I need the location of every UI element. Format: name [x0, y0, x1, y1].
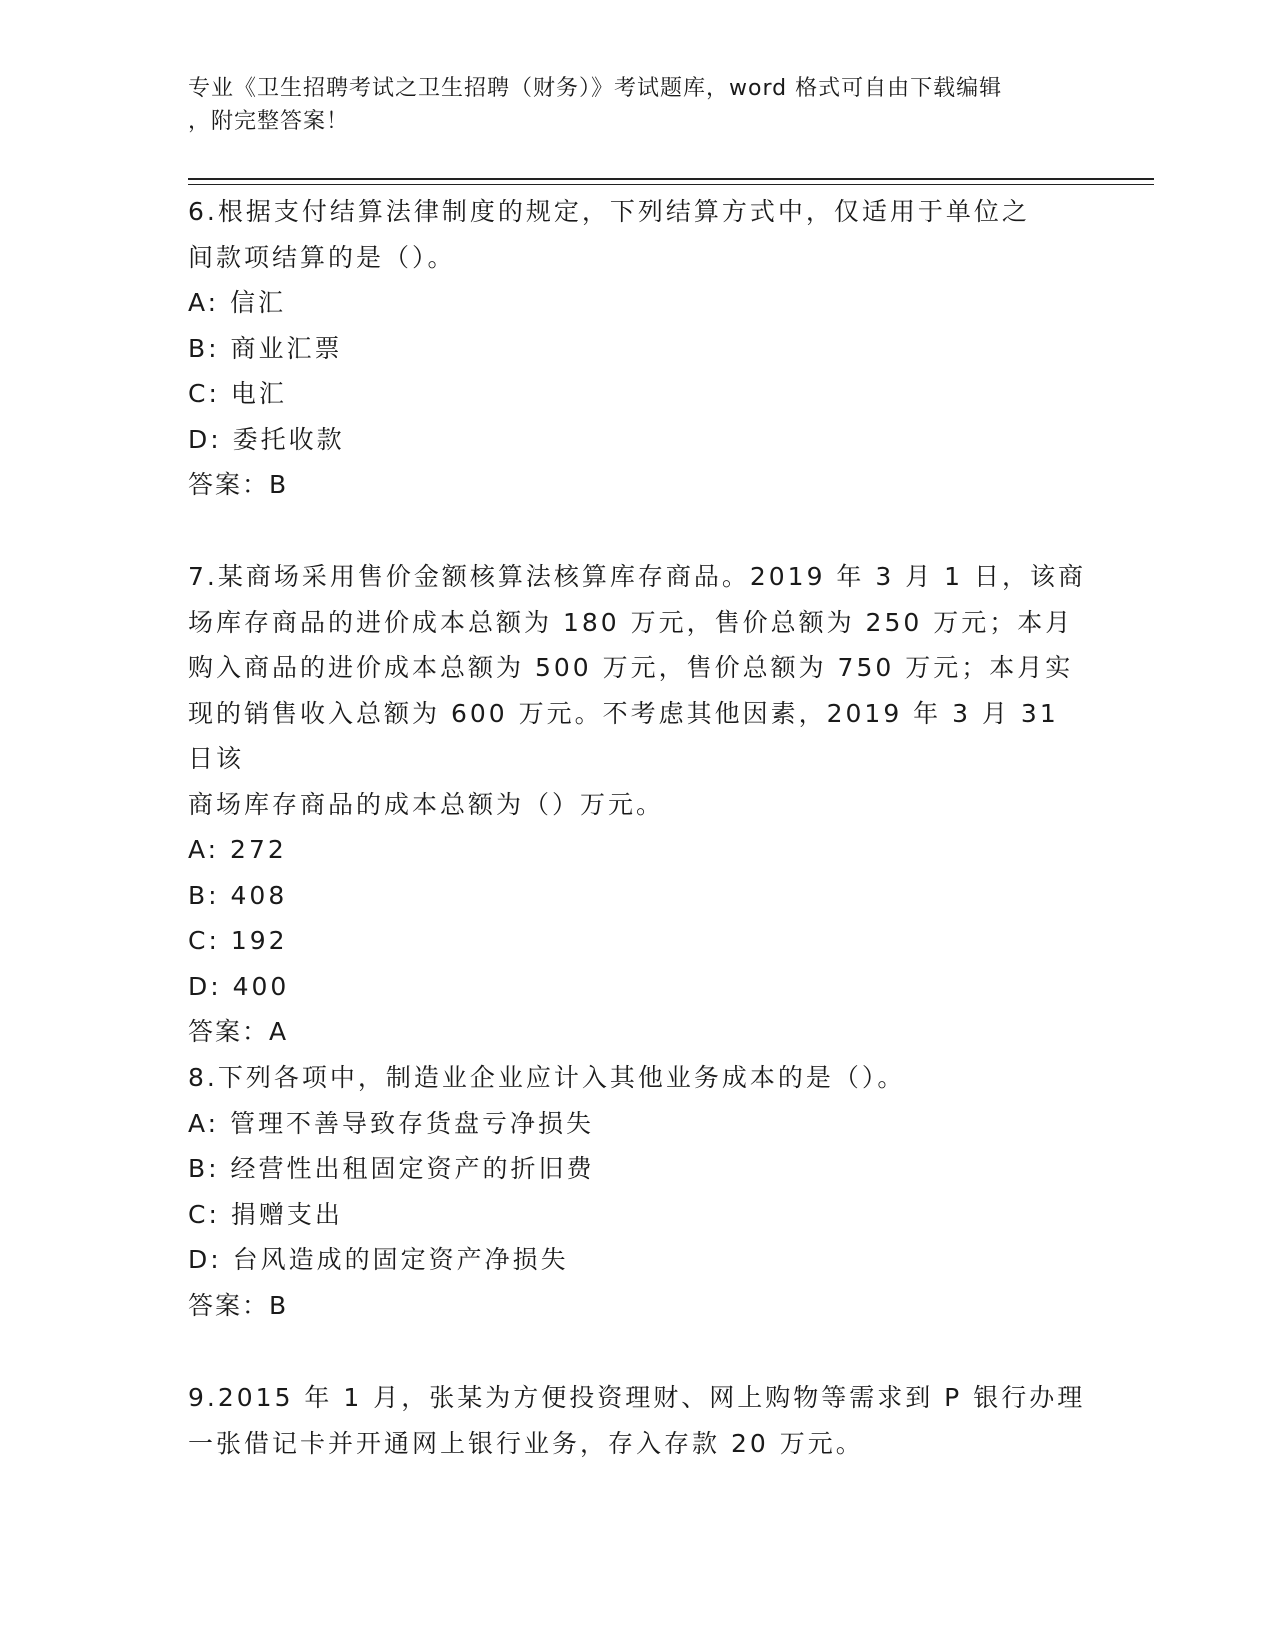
option-b: B: 408 [188, 880, 288, 910]
option-c: C: 捐赠支出 [188, 1199, 343, 1229]
option-a: A: 272 [188, 835, 287, 864]
option-c: C: 电汇 [188, 379, 287, 408]
option-d: D: 台风造成的固定资产净损失 [188, 1245, 569, 1274]
option-c: C: 192 [188, 926, 288, 955]
question-stem [188, 1055, 1088, 1101]
question-stem [188, 189, 1088, 280]
stem-line: 7.某商场采用售价金额核算法核算库存商品。2019 年 3 月 1 日，该商 [188, 562, 1087, 591]
document-header [188, 72, 1068, 138]
option-a: A: 管理不善导致存货盘亏净损失 [188, 1108, 595, 1138]
stem-line: 购入商品的进价成本总额为 500 万元，售价总额为 750 万元；本月实 [188, 653, 1074, 682]
option-d: D: 委托收款 [188, 424, 345, 454]
question-9 [188, 1375, 1088, 1466]
question-8 [188, 1055, 1088, 1328]
answer: 答案：B [188, 1290, 289, 1320]
header-divider-thin [188, 184, 1154, 185]
header-divider [188, 178, 1154, 180]
stem-line: 商场库存商品的成本总额为（）万元。 [188, 789, 665, 819]
question-6 [188, 189, 1088, 508]
stem-line: 现的销售收入总额为 600 万元。不考虑其他因素，2019 年 3 月 31 日该 [188, 698, 1059, 773]
option-d: D: 400 [188, 971, 290, 1001]
stem-line: 间款项结算的是（）。 [188, 242, 456, 272]
stem-line: 场库存商品的进价成本总额为 180 万元，售价总额为 250 万元；本月 [188, 607, 1074, 637]
question-stem [188, 554, 1088, 827]
option-b: B: 商业汇票 [188, 333, 343, 363]
stem-line: 8.下列各项中，制造业企业应计入其他业务成本的是（）。 [188, 1063, 906, 1092]
answer: 答案：A [188, 1017, 289, 1046]
stem-line: 9.2015 年 1 月，张某为方便投资理财、网上购物等需求到 P 银行办理 [188, 1383, 1086, 1412]
question-7 [188, 554, 1088, 1055]
header-line-1: 专业《卫生招聘考试之卫生招聘（财务）》考试题库，word 格式可自由下载编辑 [188, 76, 1003, 101]
answer: 答案：B [188, 470, 289, 499]
stem-line: 6.根据支付结算法律制度的规定，下列结算方式中，仅适用于单位之 [188, 197, 1030, 226]
option-b: B: 经营性出租固定资产的折旧费 [188, 1154, 595, 1183]
stem-line: 一张借记卡并开通网上银行业务，存入存款 20 万元。 [188, 1428, 864, 1458]
option-a: A: 信汇 [188, 288, 287, 317]
question-stem [188, 1375, 1088, 1466]
header-line-2: ，附完整答案！ [188, 109, 350, 134]
